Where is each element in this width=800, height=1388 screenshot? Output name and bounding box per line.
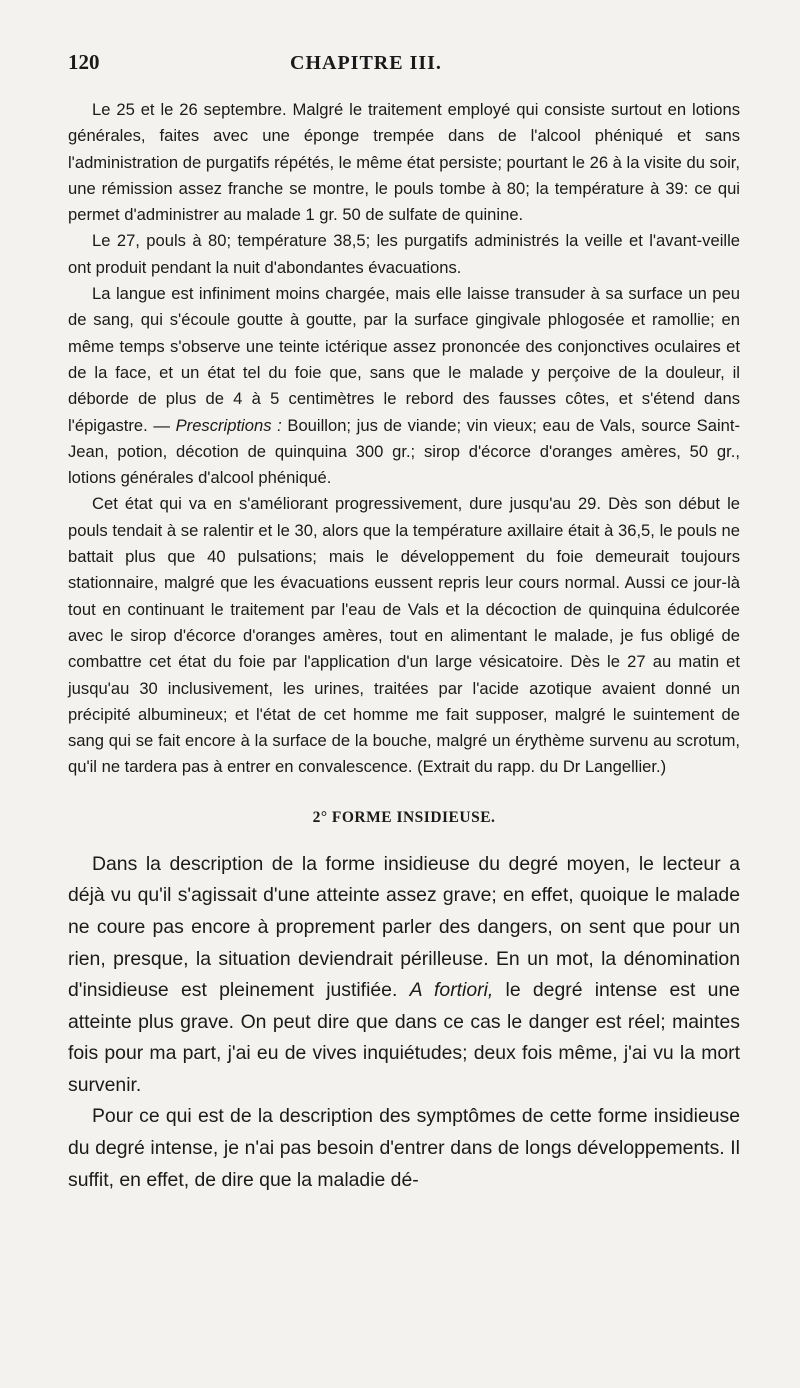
paragraph: Le 25 et le 26 septembre. Malgré le traitement employé qui consiste surtout en lotions générales, faites avec une éponge trempée dans de l'alcool phéniqué et sans l'administration de purgatifs répétés, le même état persiste; pourtant le 26 à la visite du soir, une rémission assez franche se montre, le pouls tombe à 80; la température à 39: ce qui permet d'administrer au malade 1 gr. 50 de sulfate de quinine. xyxy=(68,100,740,225)
paragraph xyxy=(68,281,740,491)
page-number: 120 xyxy=(68,50,100,74)
section-body xyxy=(68,849,740,1197)
chapter-title: CHAPITRE III. xyxy=(290,52,442,74)
paragraph-text: le degré intense est une atteinte plus grave. On peut dire que dans ce cas le danger est réel; maintes fois pour ma part, j'ai eu de vives inquiétudes; deux fois même, j'ai vu la mort survenir. xyxy=(68,979,740,1096)
paragraph-text: La langue est infiniment moins chargée, mais elle laisse transuder à sa surface un peu de sang, qui s'écoule goutte à goutte, par la surface gingivale phlogosée et ramollie; en même temps s'observe une teinte ictérique assez prononcée des conjonctives oculaires et de la face, et un état tel du foie que, sans que le malade y perçoive de la douleur, il déborde de plus de 4 à 5 centimètres le rebord des fausses côtes, et s'étend dans l'épigastre. — xyxy=(68,284,740,435)
prescriptions-label: Prescriptions : xyxy=(175,415,282,435)
case-report xyxy=(68,97,740,781)
paragraph-text: Dans la description de la forme insidieuse du degré moyen, le lecteur a déjà vu qu'il s'agissait d'une atteinte assez grave; en effet, quoique le malade ne coure pas encore à proprement parler des dangers, on sent que pour un rien, presque, la situation deviendrait périlleuse. En un mot, la dénomination d'insidieuse est pleinement justifiée. xyxy=(68,852,740,1002)
paragraph: Le 27, pouls à 80; température 38,5; les purgatifs administrés la veille et l'avant-veille ont produit pendant la nuit d'abondantes évacuations. xyxy=(68,231,740,277)
prescriptions-text: Bouillon; jus de viande; vin vieux; eau de Vals, source Saint-Jean, potion, décotion de quinquina 300 gr.; sirop d'écorce d'oranges amères, 50 gr., lotions générales d'alcool phéniqué. xyxy=(68,415,740,488)
paragraph: Cet état qui va en s'améliorant progressivement, dure jusqu'au 29. Dès son début le pouls tendait à se ralentir et le 30, alors que la température axillaire était à 36,5, le pouls ne battait plus que 40 pulsations; mais le développement du foie demeurait toujours stationnaire, malgré que les évacuations eussent repris leur cours normal. Aussi ce jour-là tout en continuant le traitement par l'eau de Vals et la décoction de quinquina édulcorée avec le sirop d'écorce d'oranges amères, tout en alimentant le malade, je fus obligé de combattre cet état du foie par l'application d'un large vésicatoire. Dès le 27 au matin et jusqu'au 30 inclusivement, les urines, traitées par l'acide azotique avaient donné un précipité albumineux; et l'état de cet homme me fait supposer, malgré le suintement de sang qui se fait encore à la surface de la bouche, malgré un érythème survenu au scrotum, qu'il ne tardera pas à entrer en convalescence. (Extrait du rapp. du Dr Langellier.) xyxy=(68,494,740,777)
paragraph: Pour ce qui est de la description des symptômes de cette forme insidieuse du degré intense, je n'ai pas besoin d'entrer dans de longs développements. Il suffit, en effet, de dire que la maladie dé- xyxy=(68,1105,740,1191)
running-head xyxy=(68,50,740,75)
paragraph xyxy=(68,849,740,1102)
italic-phrase: A fortiori, xyxy=(409,979,494,1002)
section-heading: 2° FORME INSIDIEUSE. xyxy=(312,808,496,826)
